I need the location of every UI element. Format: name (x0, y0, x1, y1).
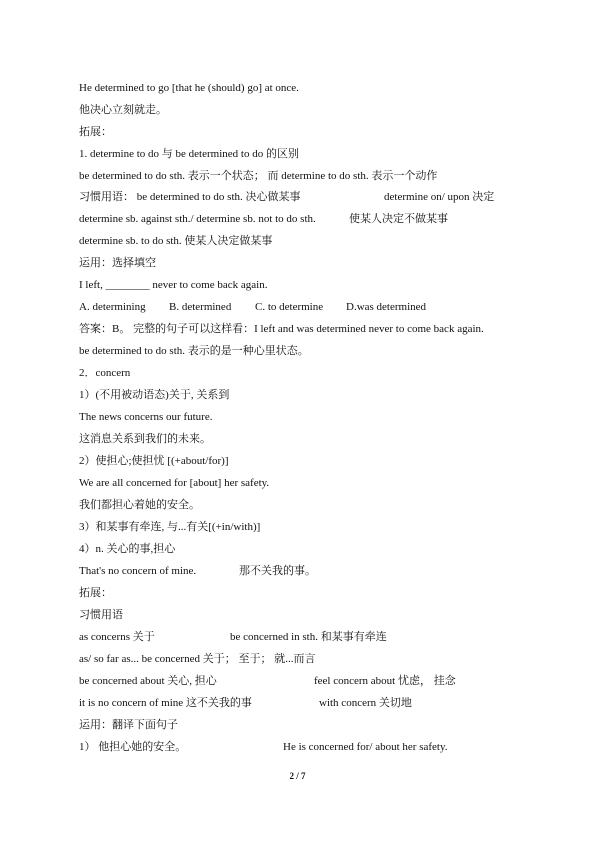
text-segment: 习惯用语： be determined to do sth. 决心做某事 (79, 191, 301, 203)
page-number: 2 / 7 (289, 771, 306, 781)
text-line: as/ so far as... be concerned 关于； 至于； 就...而言 (79, 653, 316, 665)
text-line: 我们都担心着她的安全。 (79, 499, 200, 511)
text-line: be determined to do sth. 表示一个状态； 而 determine to do sth. 表示一个动作 (79, 170, 438, 182)
text-line: The news concerns our future. (79, 411, 213, 423)
text-line: 这消息关系到我们的未来。 (79, 433, 211, 445)
text-line: 1）(不用被动语态)关于, 关系到 (79, 389, 230, 401)
text-segment: 那不关我的事。 (239, 565, 316, 577)
option-a: A. determining (79, 301, 146, 313)
text-segment: be concerned about 关心, 担心 (79, 675, 217, 687)
text-line: He determined to go [that he (should) go] at once. (79, 82, 299, 94)
text-segment: it is no concern of mine 这不关我的事 (79, 697, 252, 709)
text-line: 运用：选择填空 (79, 257, 156, 269)
text-line: 拓展： (79, 587, 112, 599)
text-line: We are all concerned for [about] her safety. (79, 477, 270, 489)
text-line: 运用：翻译下面句子 (79, 719, 178, 731)
text-line: 习惯用语 (79, 609, 123, 621)
option-c: C. to determine (255, 301, 324, 313)
text-line: 2）使担心;使担忧 [(+about/for)] (79, 455, 229, 467)
option-b: B. determined (169, 301, 232, 313)
text-line: 2．concern (79, 367, 131, 379)
text-line: 3）和某事有牵连, 与...有关[(+in/with)] (79, 521, 261, 533)
text-segment: be concerned in sth. 和某事有牵连 (230, 631, 387, 643)
text-segment: as concerns 关于 (79, 631, 155, 643)
text-line: 拓展： (79, 126, 112, 138)
text-segment: He is concerned for/ about her safety. (283, 741, 448, 753)
text-line: 答案：B。 完整的句子可以这样看：I left and was determined never to come back again. (79, 323, 484, 335)
text-segment: feel concern about 忧虑， 挂念 (314, 675, 456, 687)
option-d: D.was determined (346, 301, 427, 313)
text-line: 1. determine to do 与 be determined to do 的区别 (79, 148, 299, 160)
text-segment: 使某人决定不做某事 (349, 213, 448, 225)
text-line: 4）n. 关心的事,担心 (79, 543, 176, 555)
text-line: be determined to do sth. 表示的是一种心里状态。 (79, 345, 309, 357)
text-segment: That's no concern of mine. (79, 565, 197, 577)
text-segment: determine sb. against sth./ determine sb. not to do sth. (79, 213, 316, 225)
text-segment: 1） 他担心她的安全。 (79, 741, 187, 753)
text-line: 他决心立刻就走。 (79, 104, 167, 116)
text-line: I left, ________ never to come back again. (79, 279, 268, 291)
text-segment: determine on/ upon 决定 (384, 191, 495, 203)
text-segment: with concern 关切地 (319, 697, 412, 709)
text-line: determine sb. to do sth. 使某人决定做某事 (79, 235, 273, 247)
